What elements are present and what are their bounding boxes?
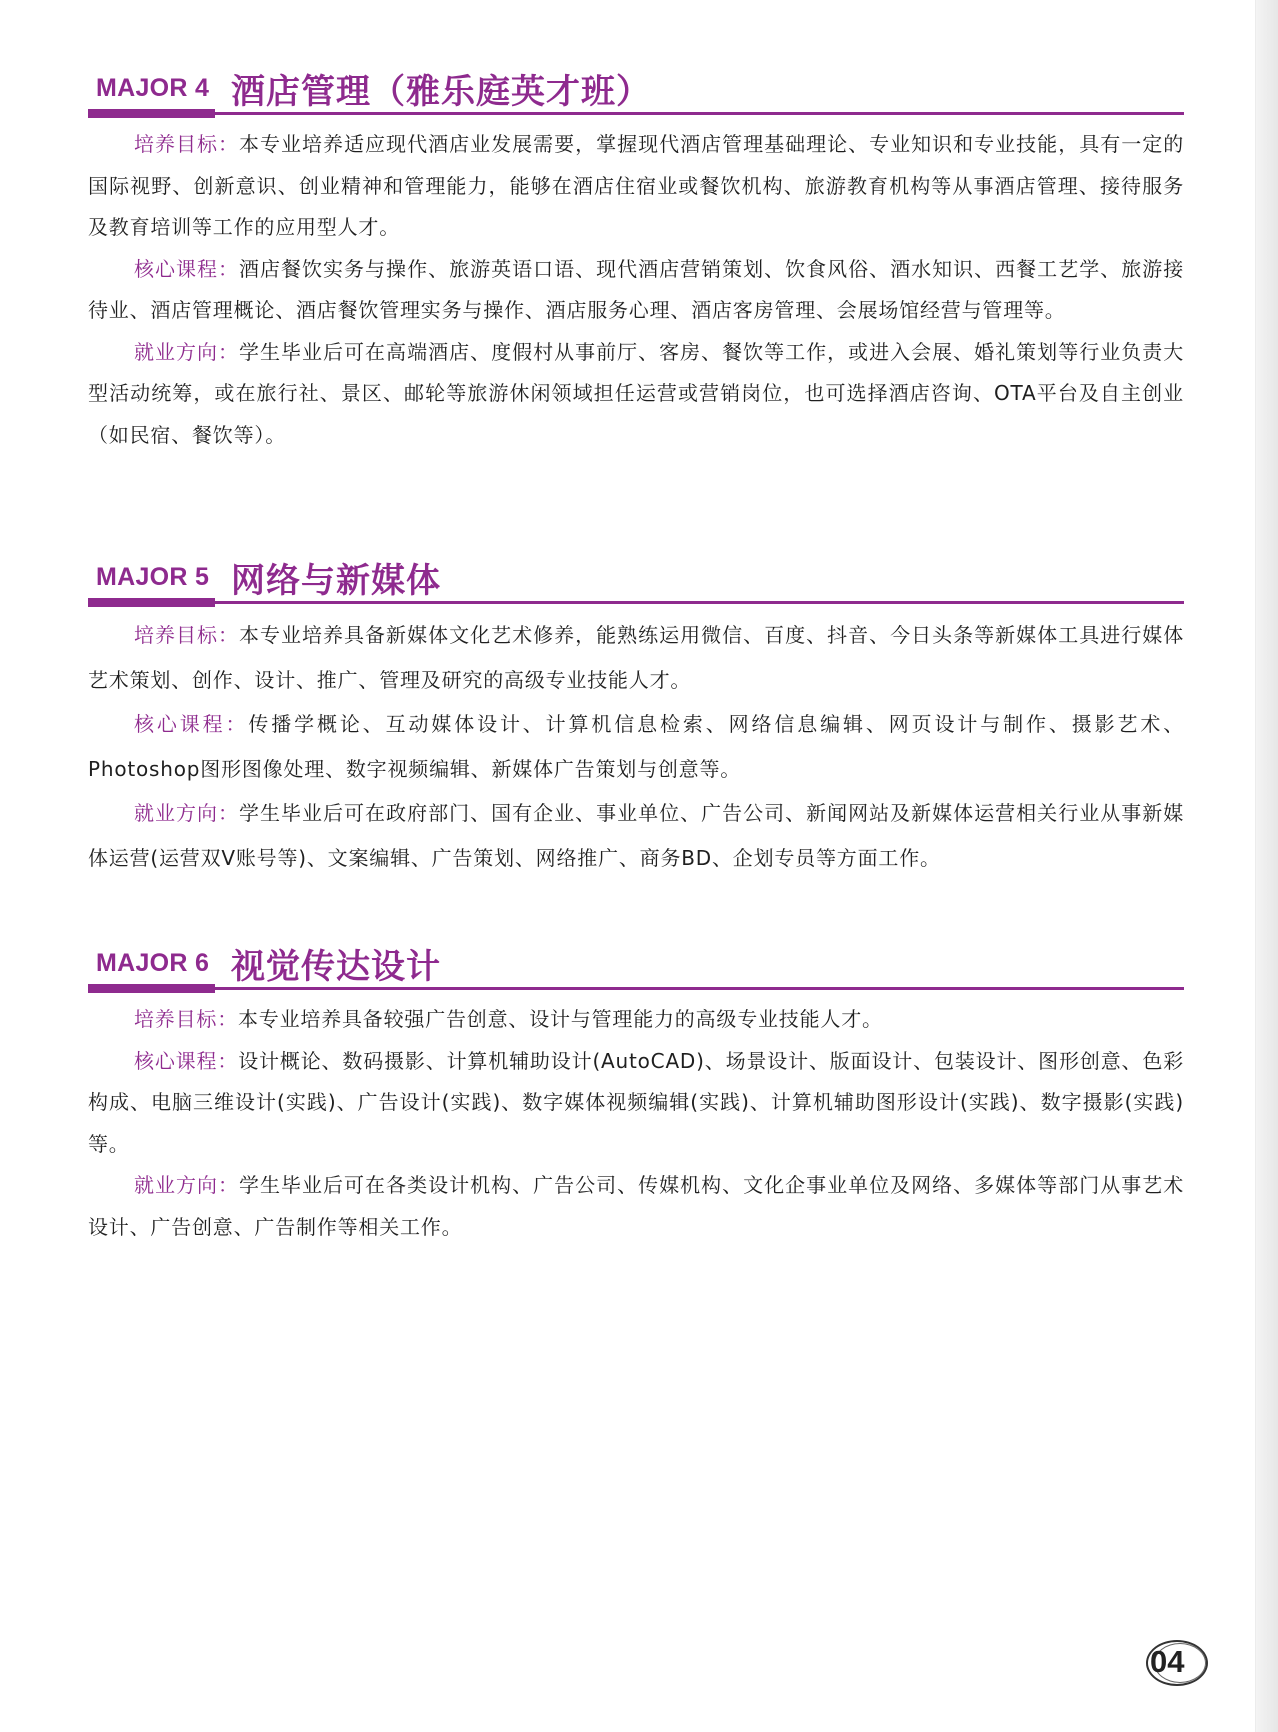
label-courses: 核心课程： — [134, 256, 240, 281]
paragraph-career — [88, 1165, 1184, 1248]
major-title: 网络与新媒体 — [231, 561, 441, 601]
paragraph-goal — [88, 999, 1184, 1041]
text-career: 学生毕业后可在各类设计机构、广告公司、传媒机构、文化企事业单位及网络、多媒体等部门从事艺术设计、广告创意、广告制作等相关工作。 — [88, 1173, 1185, 1239]
paragraph-courses — [88, 249, 1184, 332]
paragraph-career — [88, 791, 1184, 880]
section-header — [88, 64, 1184, 116]
paragraph-career — [88, 332, 1184, 457]
text-goal: 本专业培养具备新媒体文化艺术修养，能熟练运用微信、百度、抖音、今日头条等新媒体工具进行媒体艺术策划、创作、设计、推广、管理及研究的高级专业技能人才。 — [88, 623, 1185, 692]
header-rule — [215, 601, 1184, 604]
label-goal: 培养目标： — [134, 1007, 238, 1031]
text-goal: 本专业培养具备较强广告创意、设计与管理能力的高级专业技能人才。 — [238, 1007, 883, 1031]
paragraph-courses — [88, 1041, 1184, 1166]
header-bar — [88, 598, 215, 607]
label-career: 就业方向： — [134, 339, 240, 364]
paragraph-goal — [88, 124, 1184, 249]
header-bar — [88, 984, 215, 993]
section-body — [88, 613, 1184, 880]
major-title: 视觉传达设计 — [231, 947, 441, 987]
major-tag: MAJOR 4 — [96, 74, 210, 102]
label-career: 就业方向： — [134, 1173, 240, 1197]
label-goal: 培养目标： — [134, 132, 240, 156]
label-courses: 核心课程： — [134, 712, 249, 736]
page-number-text: 04 — [1150, 1644, 1185, 1679]
section-header — [88, 553, 1184, 605]
text-courses: 传播学概论、互动媒体设计、计算机信息检索、网络信息编辑、网页设计与制作、摄影艺术、Photoshop图形图像处理、数字视频编辑、新媒体广告策划与创意等。 — [88, 712, 1184, 781]
header-bar — [88, 109, 215, 118]
paragraph-courses — [88, 702, 1184, 791]
major-title: 酒店管理（雅乐庭英才班） — [231, 72, 651, 112]
section-body — [88, 124, 1184, 456]
label-career: 就业方向： — [134, 801, 240, 825]
label-courses: 核心课程： — [134, 1048, 239, 1073]
text-career: 学生毕业后可在政府部门、国有企业、事业单位、广告公司、新闻网站及新媒体运营相关行业从事新媒体运营(运营双V账号等)、文案编辑、广告策划、网络推广、商务BD、企划专员等方面工作。 — [88, 801, 1185, 870]
major-tag: MAJOR 5 — [96, 563, 210, 591]
major-tag: MAJOR 6 — [96, 949, 210, 977]
section-major-6 — [88, 939, 1185, 1239]
text-goal: 本专业培养适应现代酒店业发展需要，掌握现代酒店管理基础理论、专业知识和专业技能，具有一定的国际视野、创新意识、创业精神和管理能力，能够在酒店住宿业或餐饮机构、旅游教育机构等从事酒店管理、接待服务及教育培训等工作的应用型人才。 — [88, 132, 1185, 239]
section-header — [88, 939, 1184, 991]
text-career: 学生毕业后可在高端酒店、度假村从事前厅、客房、餐饮等工作，或进入会展、婚礼策划等行业负责大型活动统筹，或在旅行社、景区、邮轮等旅游休闲领域担任运营或营销岗位，也可选择酒店咨询、OTA平台及自主创业（如民宿、餐饮等）。 — [88, 339, 1185, 447]
page-number — [1146, 1640, 1208, 1684]
section-body — [88, 999, 1184, 1248]
label-goal: 培养目标： — [134, 623, 240, 647]
header-rule — [215, 112, 1184, 115]
section-major-4 — [88, 64, 1185, 447]
text-courses: 设计概论、数码摄影、计算机辅助设计(AutoCAD)、场景设计、版面设计、包装设计、图形创意、色彩构成、电脑三维设计(实践)、广告设计(实践)、数字媒体视频编辑(实践)、计算机辅助图形设计(实践)、数字摄影(实践)等。 — [88, 1048, 1185, 1156]
page-edge — [1255, 0, 1278, 1732]
header-rule — [215, 987, 1184, 990]
text-courses: 酒店餐饮实务与操作、旅游英语口语、现代酒店营销策划、饮食风俗、酒水知识、西餐工艺学、旅游接待业、酒店管理概论、酒店餐饮管理实务与操作、酒店服务心理、酒店客房管理、会展场馆经营与管理等。 — [88, 256, 1185, 322]
section-major-5 — [88, 553, 1185, 870]
paragraph-goal — [88, 613, 1184, 702]
